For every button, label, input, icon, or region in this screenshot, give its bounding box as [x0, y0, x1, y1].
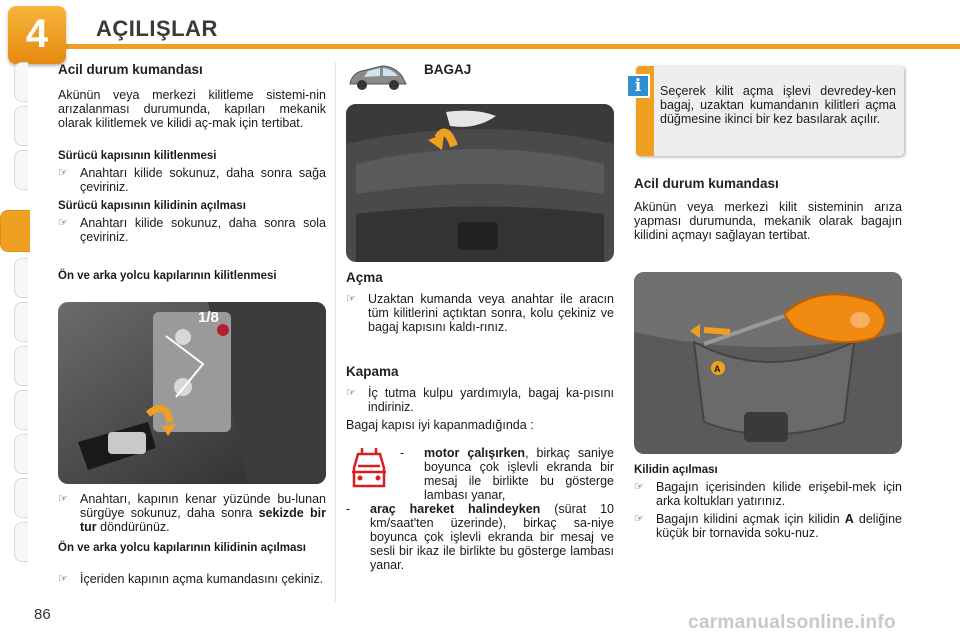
chapter-tab[interactable] [14, 522, 28, 562]
open-trunk-warning-icon [348, 448, 390, 494]
subsection-title: Sürücü kapısının kilitlenmesi [58, 150, 217, 162]
warning-bold: araç hareket halindeyken [370, 502, 541, 516]
door-lock-illustration [58, 302, 326, 484]
chapter-tab[interactable] [14, 390, 28, 430]
pointing-hand-icon: ☞ [58, 167, 68, 179]
subsection-title: Ön ve arka yolcu kapılarının kilidinin açılması [58, 542, 306, 554]
instruction-item [58, 572, 326, 586]
trunk-handle-photo [346, 104, 614, 262]
instruction-text: Bagajın içerisinden kilide erişebil-mek için arka koltukları yatırınız. [656, 480, 902, 508]
section-heading: Acil durum kumandası [58, 62, 203, 77]
warning-bold: motor çalışırken [424, 446, 526, 460]
instruction-item [634, 480, 902, 508]
warning-text: (sürat 10 km/saat'ten üzerinde), birkaç sa-niye boyunca çok işlevli ekranda bir mesaj ve sesli bir ikaz ile birlikte bu gösterge lambası yanar. [370, 502, 614, 572]
instruction-item [346, 292, 614, 334]
boot-heading: BAGAJ [424, 62, 472, 77]
dash: - [400, 446, 405, 460]
instruction-item [634, 512, 902, 540]
dash: - [346, 502, 351, 516]
subsection-title: Kilidin açılması [634, 464, 718, 476]
chapter-tab[interactable] [14, 346, 28, 386]
instruction-text: döndürünüz. [96, 520, 170, 534]
instruction-text: deliğine küçük bir tornavida soku-nuz. [656, 512, 902, 540]
instruction-item [58, 166, 326, 194]
page-header [0, 0, 960, 56]
warning-item [346, 502, 614, 572]
watermark: carmanualsonline.info [688, 612, 896, 633]
header-stripe [62, 44, 960, 49]
lock-turn-label: 1/8 [198, 309, 219, 326]
section-heading: Acil durum kumandası [634, 176, 779, 191]
page-number: 86 [34, 606, 51, 623]
instruction-text: Bagajın kilidini açmak için kilidin [656, 512, 845, 526]
trunk-lock-illustration [634, 272, 902, 454]
chapter-badge: 4 [8, 6, 66, 64]
instruction-item [58, 216, 326, 244]
pointing-hand-icon: ☞ [634, 481, 644, 493]
instruction-text: Anahtarı kilide sokunuz, daha sonra sağa çeviriniz. [80, 166, 326, 194]
pointing-hand-icon: ☞ [634, 513, 644, 525]
instruction-text: Anahtarı, kapının kenar yüzünde bu-lunan sürgüye sokunuz, daha sonra [80, 492, 326, 520]
instruction-text: Anahtarı kilide sokunuz, daha sonra sola çeviriniz. [80, 216, 326, 244]
door-lock-photo [58, 302, 326, 484]
subsection-heading: Açma [346, 270, 383, 285]
subsection-title: Ön ve arka yolcu kapılarının kilitlenmesi [58, 270, 277, 282]
chapter-tab[interactable] [14, 258, 28, 298]
chapter-tab[interactable] [14, 478, 28, 518]
instruction-text: Uzaktan kumanda veya anahtar ile aracın tüm kilitlerini açtıktan sonra, kolu çekiniz ve bagaj kapısını kaldı-rınız. [368, 292, 614, 334]
pointing-hand-icon: ☞ [58, 573, 68, 585]
lock-hole-label: A [714, 364, 721, 374]
subsection-title: Sürücü kapısının kilidinin açılması [58, 200, 246, 212]
instruction-bold: sekizde bir tur [80, 506, 326, 534]
instruction-text: İç tutma kulpu yardımıyla, bagaj ka-pısını indiriniz. [368, 386, 614, 414]
pointing-hand-icon: ☞ [346, 293, 356, 305]
trunk-handle-illustration [346, 104, 614, 262]
info-icon: i [626, 74, 650, 98]
chapter-tab[interactable] [14, 434, 28, 474]
info-text: Seçerek kilit açma işlevi devredey-ken bagaj, uzaktan kumandanın kilitleri açma düğmesine ikinci bir kez basılarak açılır. [660, 84, 896, 126]
chapter-tabs [0, 62, 28, 582]
page-title: AÇILIŞLAR [96, 16, 218, 41]
chapter-tab[interactable] [14, 302, 28, 342]
chapter-tab[interactable] [14, 106, 28, 146]
pointing-hand-icon: ☞ [58, 493, 68, 505]
column-divider [335, 62, 336, 602]
chapter-tab[interactable] [14, 62, 28, 102]
section-intro: Akünün veya merkezi kilit sisteminin arıza yapması durumunda, mekanik olarak bagajın kilidini açmayı sağlayan tertibat. [634, 200, 902, 242]
section-intro: Akünün veya merkezi kilitleme sistemi-nin arızalanması durumunda, kapıları mekanik olarak kilitlemek ve kilidi aç-mak için tertibat. [58, 88, 326, 130]
instruction-bold: A [844, 512, 854, 526]
pointing-hand-icon: ☞ [58, 217, 68, 229]
pointing-hand-icon: ☞ [346, 387, 356, 399]
chapter-tab-active[interactable] [0, 210, 30, 252]
warning-intro: Bagaj kapısı iyi kapanmadığında : [346, 418, 534, 432]
instruction-item [58, 492, 326, 534]
car-icon [346, 60, 410, 94]
instruction-text: İçeriden kapının açma kumandasını çekiniz. [80, 572, 324, 586]
chapter-tab[interactable] [14, 150, 28, 190]
instruction-item [346, 386, 614, 414]
warning-item [400, 446, 614, 502]
warning-text: , birkaç saniye boyunca çok işlevli ekranda bir mesaj ile birlikte bu gösterge lambası yanar, [424, 446, 614, 502]
subsection-heading: Kapama [346, 364, 399, 379]
trunk-lock-photo [634, 272, 902, 454]
